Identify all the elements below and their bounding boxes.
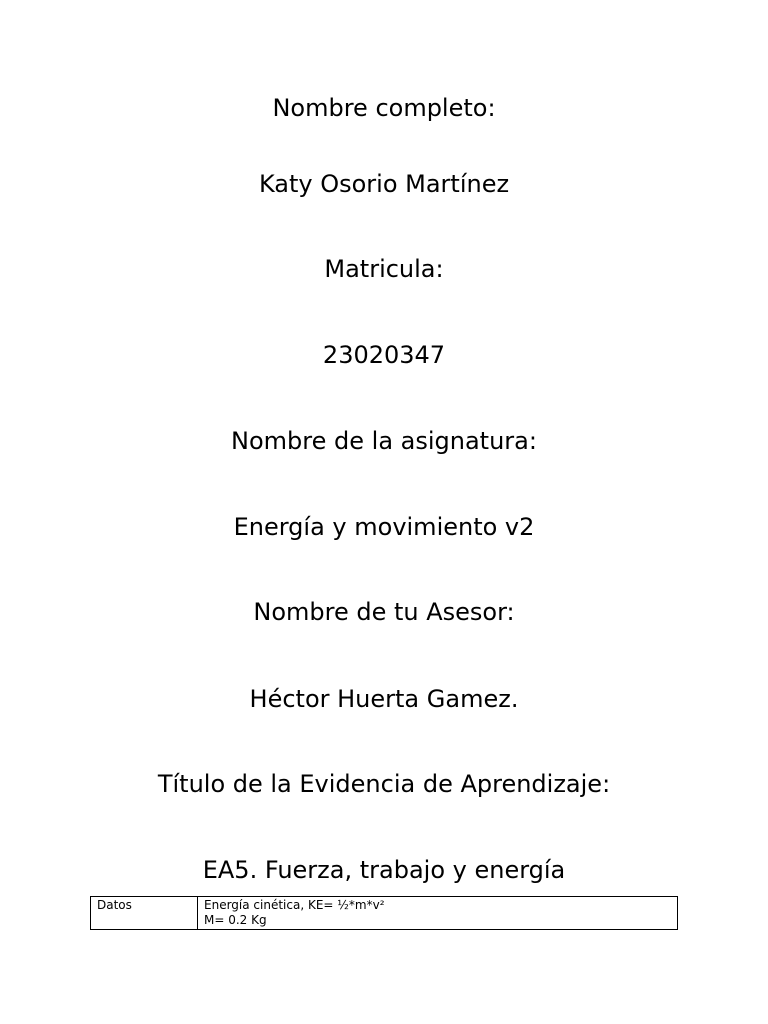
value-full-name: Katy Osorio Martínez [258,170,510,198]
label-full-name: Nombre completo: [272,94,496,122]
data-table [90,896,678,930]
table-cell-values [198,897,678,930]
label-advisor-name: Nombre de tu Asesor: [253,598,515,626]
label-course-name: Nombre de la asignatura: [231,427,537,455]
label-student-id: Matricula: [324,255,444,283]
value-course-name: Energía y movimiento v2 [233,513,535,541]
value-advisor-name: Héctor Huerta Gamez. [249,685,519,713]
kinetic-energy-formula: Energía cinética, KE= ½*m*v² [204,898,385,912]
value-student-id: 23020347 [322,341,446,369]
value-evidence-title: EA5. Fuerza, trabajo y energía [202,856,566,884]
table-cell-label [91,897,198,930]
table-row [91,897,678,930]
datos-label: Datos [97,898,132,912]
label-evidence-title: Título de la Evidencia de Aprendizaje: [157,770,611,798]
mass-value: M= 0.2 Kg [204,913,267,927]
